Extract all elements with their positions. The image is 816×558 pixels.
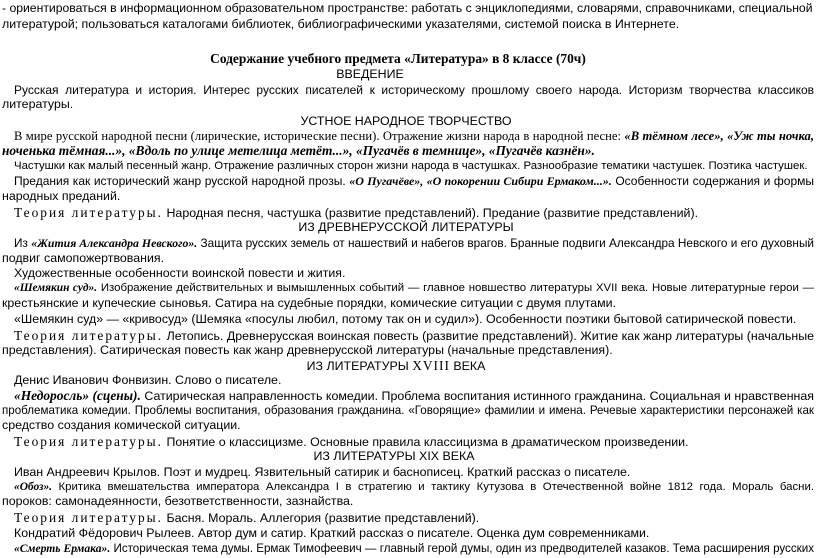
intro-paragraph-line-1: Русская литература и история. Интерес русских писателей к историческому прошлому своего народа. Историзм творчества классиков [14, 82, 814, 97]
old-theory-line-2: представления). Сатирическая повесть как жанр древнерусской литературы (начальные представления). [2, 342, 613, 357]
c19-p4-text: Историческая тема думы. Ермак Тимофеевич — главный герой думы, один из предводителей казаков. Тема расширения русских [113, 542, 814, 555]
folk-p3-legends: «О Пугачёве», «О покорении Сибири Ермаком...». [349, 174, 612, 189]
c18-paragraph-2-line-2 [2, 403, 814, 418]
old-p1-pre: Из [14, 235, 28, 250]
theory-text: Басня. Мораль. Аллегория (развитие представлений). [166, 511, 480, 526]
old-theory [2, 328, 814, 343]
theory-label: Теория литературы. [14, 204, 164, 220]
folk-paragraph-1 [2, 129, 814, 144]
c19-theory [14, 510, 479, 525]
old-p3-title: «Шемякин суд». [14, 282, 98, 295]
folk-p1-text: В мире русской народной песни (лирические, исторические песни). Отражение жизни народа в народной песне: [14, 128, 621, 143]
c18-paragraph-2 [2, 388, 814, 403]
c18-paragraph-1: Денис Иванович Фонвизин. Слово о писателе. [14, 373, 282, 388]
c19-paragraph-4 [2, 541, 814, 556]
c18-p2-line-2: проблематика комедии. Проблемы воспитания, образования гражданина. «Говорящие» фамилии и имена. Речевые характеристики персонажей как [2, 404, 814, 418]
section-heading-folk: УСТНОЕ НАРОДНОЕ ТВОРЧЕСТВО [300, 113, 512, 128]
c19-paragraph-2 [2, 480, 814, 495]
old-paragraph-3-line-2: крестьянские и купеческие сыновья. Сатира на судебные порядки, комические ситуации с двумя плутами. [2, 296, 617, 311]
intro-paragraph-line-2: литературы. [2, 96, 74, 111]
page-title: Содержание учебного предмета «Литература» в 8 классе (70ч) [210, 51, 586, 67]
old-p1-title: «Жития Александра Невского». [31, 235, 198, 250]
folk-p3-text: Предания как исторический жанр русской народной прозы. [14, 174, 346, 189]
old-p3-text: Изображение действительных и вымышленных событий — главное новшество литературы XVII века. Новые литературные герои — [100, 282, 814, 295]
old-paragraph-1-line-2: подвиг самопожертвования. [2, 250, 165, 265]
section-heading-intro: ВВЕДЕНИЕ [336, 67, 404, 81]
c18-paragraph-2-line-3: средство создания комической ситуации. [2, 418, 241, 433]
heading-18-post: ВЕКА [453, 358, 486, 373]
intro-line-1: - ориентироваться в информационном образовательном пространстве: работать с энциклопедиями, словарями, справочниками, специальной [2, 0, 813, 15]
old-p1-text: Защита русских земель от нашествий и набегов врагов. Бранные подвиги Александра Невского и его духовный [200, 235, 814, 250]
c18-p2-text: Сатирическая направленность комедии. Проблема воспитания истинного гражданина. Социальная и нравственная [144, 389, 814, 404]
c18-theory [14, 434, 689, 449]
folk-paragraph-2: Частушки как малый песенный жанр. Отражение различных сторон жизни народа в частушках. Разнообразие тематики частушек. Поэтика частушек. [14, 160, 808, 173]
c18-p2-title: «Недоросль» (сцены). [14, 388, 141, 404]
c19-paragraph-3: Кондратий Фёдорович Рылеев. Автор дум и сатир. Краткий рассказ о писателе. Оценка дум современниками. [14, 526, 650, 541]
folk-p1-songs: «В тёмном лесе», «Уж ты ночка, [624, 128, 814, 143]
c19-paragraph-2-line-2: пороков: самонадеянности, безответственности, зазнайства. [2, 494, 354, 509]
c19-p4-title: «Смерть Ермака». [14, 542, 111, 555]
intro-line-2: литературой; пользоваться каталогами библиотек, библиографическими указателями, системой поиска в Интернете. [2, 16, 680, 31]
theory-label: Теория литературы. [14, 327, 164, 343]
theory-text: Летопись. Древнерусская воинская повесть (развитие представлений). Житие как жанр литературы (начальные [166, 328, 814, 343]
old-paragraph-3 [2, 281, 814, 296]
intro-paragraph [2, 83, 814, 98]
folk-paragraph-3 [2, 174, 814, 189]
theory-label: Теория литературы. [14, 433, 164, 449]
c19-paragraph-1: Иван Андреевич Крылов. Поэт и мудрец. Язвительный сатирик и баснописец. Краткий рассказ о писателе. [14, 464, 631, 479]
heading-18-pre: ИЗ ЛИТЕРАТУРЫ [306, 358, 409, 373]
folk-paragraph-1-line-2: ноченька тёмная...», «Вдоль по улице метелица метёт...», «Пугачёв в темнице», «Пугачёв казнён». [2, 143, 595, 159]
section-heading-19th: ИЗ ЛИТЕРАТУРЫ XIX ВЕКА [313, 448, 475, 463]
old-paragraph-4: «Шемякин суд» — «кривосуд» (Шемяка «посулы любил, потому так он и судил»). Особенности поэтики бытовой сатирической повести. [14, 311, 797, 326]
old-paragraph-1 [2, 236, 814, 251]
section-heading-18th [0, 358, 804, 373]
section-heading-old-russian: ИЗ ДРЕВНЕРУССКОЙ ЛИТЕРАТУРЫ [298, 219, 514, 234]
folk-paragraph-3-line-2: народных преданий. [2, 189, 121, 203]
folk-theory [14, 205, 698, 220]
c19-p2-title: «Обоз». [14, 480, 52, 493]
theory-label: Теория литературы. [14, 510, 164, 526]
folk-p3-tail: Особенности содержания и формы [615, 174, 814, 189]
theory-text: Понятие о классицизме. Основные правила классицизма в драматическом произведении. [166, 434, 689, 449]
theory-text: Народная песня, частушка (развитие представлений). Предание (развитие представлений). [166, 205, 699, 220]
heading-18-num: XVIII [412, 357, 450, 373]
c19-p2-text: Критика вмешательства императора Александра I в стратегию и тактику Кутузова в Отечественной войне 1812 года. Мораль басни. [58, 480, 814, 493]
old-paragraph-2: Художественные особенности воинской повести и жития. [14, 266, 346, 281]
